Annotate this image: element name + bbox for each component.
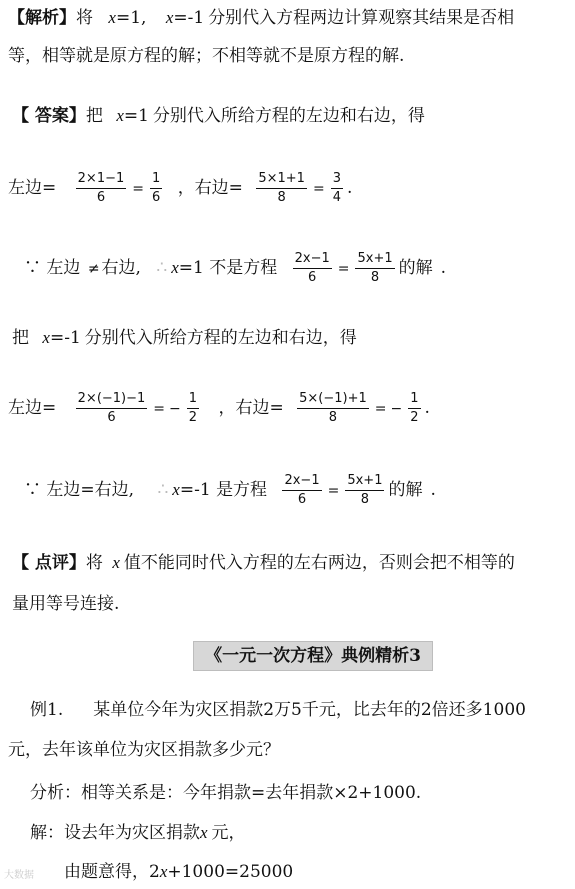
left-fraction	[76, 391, 148, 426]
value-x1: =1	[123, 106, 149, 126]
fraction-denominator: 6	[96, 190, 106, 205]
value-xm1: =-1	[49, 328, 81, 348]
var-x: x	[171, 258, 179, 277]
analysis-line-2: 等，相等就是原方程的解；不相等就不是原方程的解.	[8, 46, 405, 66]
fraction-denominator: 6	[152, 190, 161, 205]
value-xm1: =-1	[179, 480, 211, 500]
step1-line	[8, 168, 352, 209]
solution-text-2: 元，	[211, 823, 246, 843]
equation-text-1: 由题意得，2	[64, 862, 160, 882]
right-side-label: 右边=	[235, 398, 284, 418]
fraction-numerator: 2x−1	[282, 473, 321, 491]
analysis-line-1	[8, 6, 514, 30]
answer-label: 【 答案】	[12, 106, 86, 126]
fraction-numerator: 1	[187, 391, 199, 409]
equation-text-2: +1000=25000	[167, 862, 294, 882]
var-x: x	[159, 862, 168, 881]
left-side-label: 左边=	[8, 398, 57, 418]
example-line-2: 元，去年该单位为灾区捐款多少元？	[8, 740, 280, 760]
right-side-label: 右边=	[194, 178, 243, 198]
step2-line	[8, 388, 430, 429]
answer-text-1: 把	[85, 106, 103, 126]
fraction-denominator: 6	[107, 410, 116, 425]
fraction-denominator: 8	[370, 270, 380, 285]
var-x: x	[112, 553, 120, 572]
fraction-numerator: 1	[150, 171, 162, 189]
analysis-label: 【解析】	[8, 8, 76, 28]
fraction-denominator: 4	[332, 190, 341, 205]
fraction-denominator: 8	[328, 410, 338, 425]
fraction-numerator: 5×(−1)+1	[297, 391, 369, 409]
comma: ，	[177, 178, 195, 198]
equals-sign: =	[132, 181, 144, 197]
left-result-fraction	[187, 391, 199, 426]
equation-lhs-fraction	[282, 473, 321, 508]
answer2-text-1: 把	[12, 328, 29, 348]
fraction-numerator: 5x+1	[355, 251, 394, 269]
conclusion-text-4: 的解	[388, 480, 423, 500]
conclusion-text-1: 左边	[46, 258, 81, 278]
comment-line-2: 量用等号连接.	[12, 594, 120, 614]
fraction-denominator: 8	[277, 190, 286, 205]
conclusion-text-4: 的解	[398, 258, 433, 278]
fraction-denominator: 8	[360, 492, 370, 507]
watermark: 大数据	[4, 870, 34, 881]
answer2-line	[12, 326, 357, 350]
equals-sign: =	[327, 483, 340, 499]
fraction-numerator: 2x−1	[293, 251, 332, 269]
fraction-numerator: 5x+1	[345, 473, 384, 491]
var-x: x	[165, 8, 174, 27]
answer2-text-2: 分别代入所给方程的左边和右边，得	[84, 328, 357, 348]
fraction-denominator: 2	[188, 410, 198, 425]
conclusion-text-1: 左边=右边,	[46, 480, 135, 500]
var-x: x	[116, 106, 124, 125]
example-text: 某单位今年为灾区捐款2万5千元，比去年的2倍还多1000	[93, 700, 526, 720]
conclusion-text-2: 右边,	[101, 258, 141, 278]
equation-rhs-fraction	[355, 251, 394, 286]
right-result-fraction	[408, 391, 420, 426]
right-fraction	[256, 171, 307, 206]
period: .	[424, 398, 430, 418]
value-x1: =1	[178, 258, 204, 278]
equals-sign: =	[153, 401, 166, 417]
var-x: x	[42, 328, 50, 347]
equation-lhs-fraction	[293, 251, 332, 286]
minus-sign: −	[169, 401, 181, 417]
example-equation	[64, 860, 293, 884]
example-analysis: 分析：相等关系是：今年捐款=去年捐款×2+1000.	[30, 783, 422, 803]
fraction-numerator: 2×(−1)−1	[76, 391, 148, 409]
left-side-label: 左边=	[8, 178, 57, 198]
period: .	[346, 178, 353, 198]
value-xm1: =-1	[173, 8, 205, 28]
fraction-numerator: 5×1+1	[256, 171, 307, 189]
conclusion-text-3: 不是方程	[209, 258, 278, 278]
var-x: x	[200, 823, 208, 842]
solution-text-1: 解：设去年为灾区捐款	[30, 823, 200, 843]
because-symbol: ∵	[24, 258, 41, 278]
period: .	[430, 480, 436, 500]
conclusion1-line	[24, 248, 446, 289]
fraction-numerator: 3	[331, 171, 343, 189]
value-x1: =1,	[115, 8, 147, 28]
comma: ，	[218, 398, 236, 418]
right-result-fraction	[331, 171, 343, 206]
fraction-numerator: 1	[408, 391, 420, 409]
therefore-symbol: ∴	[157, 480, 169, 500]
fraction-denominator: 6	[297, 492, 307, 507]
fraction-denominator: 6	[308, 270, 317, 285]
analysis-text-1: 将	[76, 8, 93, 28]
fraction-numerator: 2×1−1	[76, 171, 127, 189]
comment-label: 【 点评】	[12, 553, 86, 573]
period: .	[440, 258, 447, 278]
comment-line-1	[12, 551, 515, 575]
therefore-symbol: ∴	[156, 258, 168, 278]
conclusion-text-3: 是方程	[216, 480, 268, 500]
equation-rhs-fraction	[345, 473, 384, 508]
comment-text-1: 将	[85, 553, 103, 573]
fraction-denominator: 2	[410, 410, 419, 425]
analysis-text-2: 分别代入方程两边计算观察其结果是否相	[208, 8, 515, 28]
right-fraction	[297, 391, 369, 426]
equals-sign: =	[337, 261, 350, 277]
minus-sign: −	[390, 401, 403, 417]
equals-sign: =	[312, 181, 325, 197]
because-symbol: ∵	[24, 480, 41, 500]
example-solution	[30, 821, 246, 845]
example-line-1	[30, 698, 526, 722]
var-x: x	[172, 480, 180, 499]
left-fraction	[76, 171, 127, 206]
comment-text-2: 值不能同时代入方程的左右两边，否则会把不相等的	[123, 553, 515, 573]
equals-sign: =	[374, 401, 387, 417]
not-equal-sign: ≠	[87, 261, 100, 277]
var-x: x	[108, 8, 116, 27]
left-result-fraction	[150, 171, 162, 206]
section-title: 《一元一次方程》典例精析3	[193, 641, 433, 671]
example-label: 例1.	[30, 700, 64, 720]
answer-line	[12, 104, 425, 128]
answer-text-2: 分别代入所给方程的左边和右边，得	[152, 106, 425, 126]
conclusion2-line	[24, 470, 436, 511]
